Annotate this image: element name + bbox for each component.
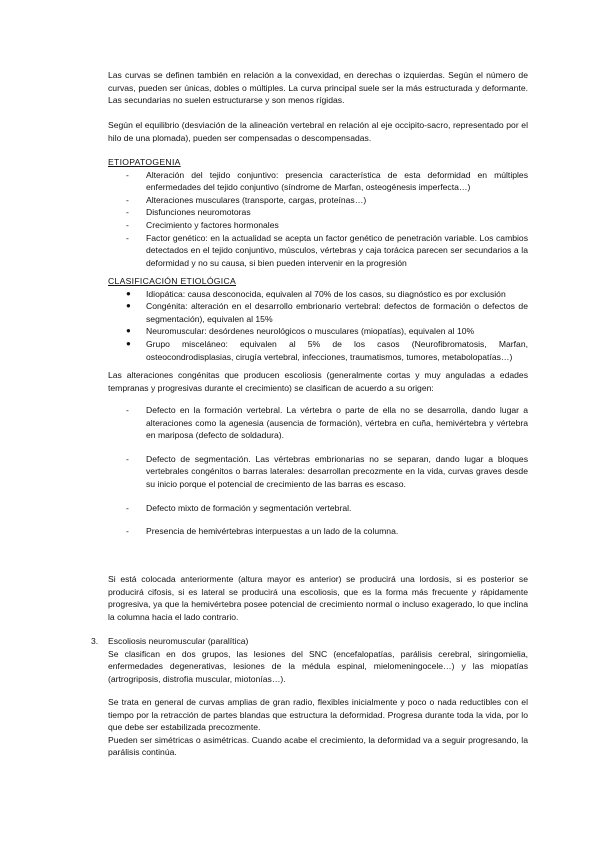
congenitas-section [108, 404, 528, 549]
section-number: 3. [91, 636, 99, 646]
dash-marker: - [126, 526, 129, 537]
bullet-icon: ● [126, 338, 131, 348]
section3 [108, 635, 528, 685]
list-item: - Defecto en la formación vertebral. La vértebra o parte de ella no se desarrolla, dando lugar a alteraciones como la agenesia (ausencia de formación), vértebra en cuña, hemivértebra y vértebra en mariposa (defecto de soldadura). [126, 405, 528, 441]
dash-marker: - [126, 169, 129, 180]
dash-marker: - [126, 207, 129, 218]
list-item: - Alteración del tejido conjuntivo: presencia característica de esta deformidad en múltiples enfermedades del tejido conjuntivo (síndrome de Marfan, osteogénesis imperfecta…) [126, 169, 528, 193]
paragraph-anterior [108, 573, 528, 623]
paragraph-congenitas [108, 369, 528, 394]
dash-marker: - [126, 502, 129, 513]
bullet-icon: ● [126, 326, 131, 336]
dash-marker: - [126, 405, 129, 415]
list-item: ● Grupo misceláneo: equivalen al 5% de los casos (Neurofibromatosis, Marfan, osteocondrodisplasias, cirugía vertebral, infecciones, traumatismos, tumores, metabolopatías…) [126, 338, 528, 362]
list-item: - Disfunciones neuromotoras [126, 207, 251, 218]
section-title: Escoliosis neuromuscular (paralítica) [108, 636, 249, 646]
paragraph-text: Según el equilibrio (desviación de la alineación vertebral en relación al eje occipito-sacro, representado por el hilo de una plomada), pueden ser compensadas o descompensadas. [108, 120, 528, 143]
clasificacion-heading: CLASIFICACIÓN ETIOLÓGICA [108, 276, 237, 286]
bullet-icon: ● [126, 301, 131, 311]
list-item: - Crecimiento y factores hormonales [126, 219, 279, 230]
list-item: ● Congénita: alteración en el desarrollo embrionario vertebral: defectos de formación o defectos de segmentación), equivalen al 15% [126, 301, 528, 324]
list-item: - Alteraciones musculares (transporte, cargas, proteínas…) [126, 194, 367, 205]
dash-marker: - [126, 453, 129, 464]
list-item: ● Idiopática: causa desconocida, equivalen al 70% de los casos, su diagnóstico es por exclusión [126, 288, 506, 299]
paragraph-text: Se trata en general de curvas amplias de gran radio, flexibles inicialmente y poco o nada reductibles con el tiempo por la retracción de partes blandas que estructura la deformidad. Progresa durante toda la vida, por lo que debe ser estabilizada precozmente. [108, 697, 528, 733]
section3-paragraph-2 [108, 696, 528, 759]
dash-marker: - [126, 194, 129, 205]
dash-marker: - [126, 219, 129, 230]
paragraph-text: Las alteraciones congénitas que producen escoliosis (generalmente cortas y muy anguladas a edades tempranas y progresivas durante el crecimiento) se clasifican de acuerdo a su origen: [108, 370, 528, 393]
clasificacion-list [108, 288, 528, 364]
clasificacion-section [108, 275, 528, 363]
bullet-icon: ● [126, 288, 131, 298]
paragraph-text: Si está colocada anteriormente (altura mayor es anterior) se producirá una lordosis, si es posterior se producirá cifosis, si es lateral se producirá una escoliosis, que es la forma más frecuente y rápidamente progresiva, ya que la hemivértebra posee potencial de crecimiento normal o incluso exagerado, lo que inclina la columna hacia el lado contrario. [108, 574, 528, 622]
dash-marker: - [126, 232, 129, 243]
etiopatogenia-heading: ETIOPATOGENIA [108, 157, 181, 167]
list-item: - Presencia de hemivértebras interpuestas a un lado de la columna. [126, 526, 399, 537]
list-item: ● Neuromuscular: desórdenes neurológicos o musculares (miopatías), equivalen al 10% [126, 326, 475, 337]
paragraph-curvas [108, 69, 528, 107]
etiopatogenia-section [108, 156, 528, 269]
list-item: - Factor genético: en la actualidad se acepta un factor genético de penetración variable. Los cambios detectados en el tejido conjuntivo, músculos, vértebras y caja torácica parecen ser secundarios a la deformidad y no su causa, si bien pueden intervenir en la progresión [126, 232, 528, 268]
list-item: - Defecto de segmentación. Las vértebras embrionarias no se separan, dando lugar a bloques vertebrales congénitos o barras laterales: desarrollan precozmente en la vida, curvas graves desde su inicio porque el potencial de crecimiento de las barras es escaso. [126, 453, 528, 489]
etiopatogenia-list [108, 169, 528, 270]
paragraph-text: Se clasifican en dos grupos, las lesiones del SNC (encefalopatías, parálisis cerebral, siringomielia, enfermedades degenerativas, lesiones de la médula espinal, mielomeningocele…) y las miopatías (artrogriposis, distrofia muscular, miotonías…). [108, 648, 528, 684]
paragraph-text: Las curvas se definen también en relación a la convexidad, en derechas o izquierdas. Según el número de curvas, pueden ser únicas, dobles o múltiples. La curva principal suele ser la más estructurada y deformante. Las secundarias no suelen estructurarse y son menos rígidas. [108, 70, 528, 106]
paragraph-text: Pueden ser simétricas o asimétricas. Cuando acabe el crecimiento, la deformidad va a seguir progresando, la parálisis continúa. [108, 734, 528, 758]
list-item: - Defecto mixto de formación y segmentación vertebral. [126, 502, 352, 513]
paragraph-equilibrio [108, 119, 528, 144]
congenitas-list [108, 404, 528, 538]
